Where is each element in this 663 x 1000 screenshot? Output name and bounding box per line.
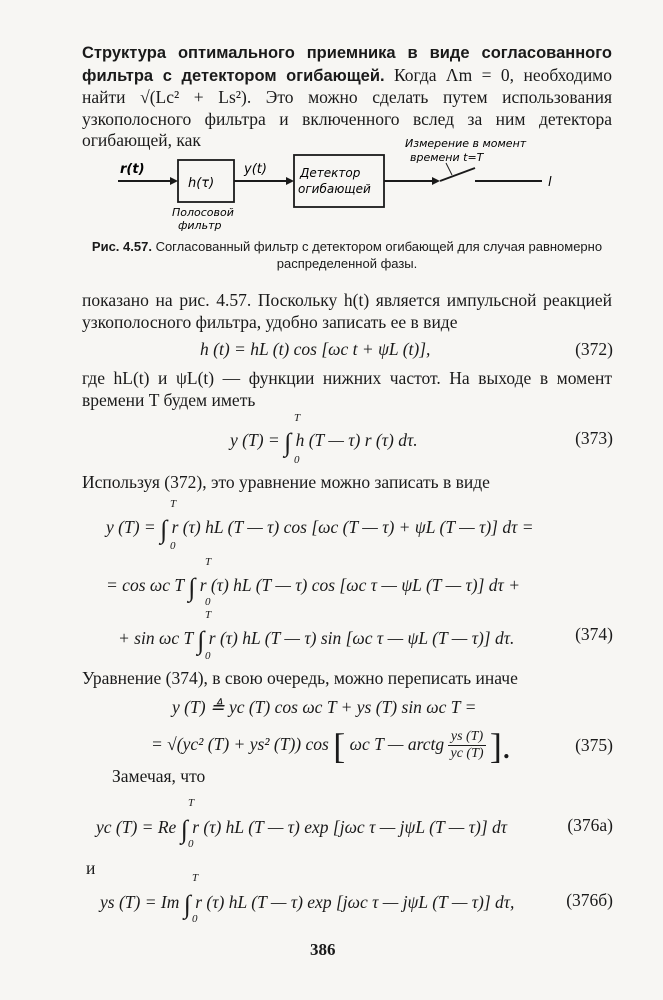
equation-376a bbox=[96, 815, 507, 845]
output-label: l bbox=[548, 175, 552, 190]
equation-372-number: (372) bbox=[575, 339, 613, 359]
figure-caption-text: Согласованный фильтр с детектором огибающей для случая равномерно распределенной фазы. bbox=[155, 239, 603, 271]
integral-sign: ∫ bbox=[197, 626, 205, 655]
figure-caption bbox=[82, 238, 612, 272]
eq374-l1-rhs: r (τ) hL (T — τ) cos [ωc (T — τ) + ψL (T — τ)] dτ = bbox=[171, 517, 534, 537]
eq375-fraction bbox=[448, 729, 485, 762]
filter-caption-1: Полосовой bbox=[172, 206, 234, 219]
input-signal-label: r(t) bbox=[120, 162, 145, 177]
right-bracket: ]. bbox=[489, 726, 511, 766]
detector-label-1: Детектор bbox=[300, 166, 361, 180]
eq373-upper-limit: T bbox=[294, 412, 301, 424]
block-diagram bbox=[110, 135, 570, 235]
paragraph-5: Уравнение (374), в свою очередь, можно переписать иначе bbox=[82, 668, 518, 688]
eq376b-upper: T bbox=[192, 872, 199, 884]
equation-376b-number: (376б) bbox=[566, 890, 613, 910]
conjunction-and: и bbox=[86, 858, 96, 878]
equation-373 bbox=[230, 428, 418, 458]
paragraph-2: показано на рис. 4.57. Поскольку h(t) является импульсной реакцией узкополосного фильтра, удобно записать ее в виде bbox=[82, 290, 612, 332]
equation-374-number: (374) bbox=[575, 624, 613, 644]
eq376a-lhs: yc (T) = Re bbox=[96, 817, 177, 837]
equation-376a-number: (376a) bbox=[567, 815, 613, 835]
detector-label-2: огибающей bbox=[298, 182, 371, 196]
eq375-numerator: ys (T) bbox=[448, 729, 485, 746]
integral-sign: ∫ bbox=[284, 428, 292, 457]
eq375-root: = √(yc² (T) + ys² (T)) cos bbox=[151, 734, 329, 754]
eq376b-lhs: ys (T) = Im bbox=[100, 892, 180, 912]
eq373-rhs: h (T — τ) r (τ) dτ. bbox=[295, 430, 418, 450]
figure-caption-label: Рис. 4.57. bbox=[91, 239, 152, 254]
integral-sign: ∫ bbox=[180, 815, 188, 844]
eq373-lhs: y (T) = bbox=[230, 430, 280, 450]
equation-374-line-3 bbox=[118, 626, 514, 656]
filter-label: h(τ) bbox=[188, 176, 215, 191]
eq374-l2-lhs: = cos ωc T bbox=[106, 575, 184, 595]
page-number: 386 bbox=[310, 940, 336, 959]
sample-note-1: Измерение в момент bbox=[405, 137, 527, 150]
equation-372: h (t) = hL (t) cos [ωc t + ψL (t)], bbox=[200, 339, 431, 359]
integral-sign: ∫ bbox=[183, 890, 191, 919]
eq375-arg: ωc T — arctg bbox=[349, 734, 445, 754]
eq374-l1-lower: 0 bbox=[170, 540, 176, 552]
mid-signal-label: y(t) bbox=[244, 162, 267, 177]
eq374-l3-rhs: r (τ) hL (T — τ) sin [ωc τ — ψL (T — τ)] dτ. bbox=[208, 628, 515, 648]
eq374-l2-lower: 0 bbox=[205, 596, 211, 608]
equation-375-number: (375) bbox=[575, 735, 613, 755]
paragraph-4: Используя (372), это уравнение можно записать в виде bbox=[82, 472, 490, 492]
eq374-l3-lower: 0 bbox=[205, 650, 211, 662]
equation-375-line-1: y (T) ≜ yc (T) cos ωc T + ys (T) sin ωc T = bbox=[172, 697, 477, 717]
equation-376b bbox=[100, 890, 514, 920]
eq376b-rhs: r (τ) hL (T — τ) exp [jωc τ — jψL (T — τ)] dτ, bbox=[195, 892, 515, 912]
eq376a-rhs: r (τ) hL (T — τ) exp [jωc τ — jψL (T — τ)] dτ bbox=[192, 817, 508, 837]
eq374-l1-lhs: y (T) = bbox=[106, 517, 156, 537]
eq374-l2-upper: T bbox=[205, 556, 212, 568]
eq373-lower-limit: 0 bbox=[294, 454, 300, 466]
paragraph-6: Замечая, что bbox=[112, 766, 206, 786]
equation-375-line-2 bbox=[151, 725, 511, 767]
filter-caption-2: фильтр bbox=[178, 219, 222, 232]
section-heading: Структура оптимального приемника в виде согласованного фильтра с детектором огибающей. bbox=[82, 44, 612, 85]
paragraph-3: где hL(t) и ψL(t) — функции нижних частот. На выходе в момент времени T будем иметь bbox=[82, 368, 612, 410]
eq374-l3-upper: T bbox=[205, 609, 212, 621]
eq374-l2-rhs: r (τ) hL (T — τ) cos [ωc τ — ψL (T — τ)] dτ + bbox=[199, 575, 521, 595]
detector-block bbox=[294, 155, 384, 207]
sample-note-2: времени t=T bbox=[410, 151, 484, 164]
eq374-l3-lhs: + sin ωc T bbox=[118, 628, 193, 648]
eq376a-upper: T bbox=[188, 797, 195, 809]
equation-374-line-2 bbox=[106, 573, 520, 603]
integral-sign: ∫ bbox=[188, 573, 196, 602]
eq376a-lower: 0 bbox=[188, 838, 194, 850]
equation-373-number: (373) bbox=[575, 428, 613, 448]
eq374-l1-upper: T bbox=[170, 498, 177, 510]
intro-text: Когда Λm = 0, необходимо найти √(Lc² + Ls²). Это можно сделать путем использования узкополосного фильтра и включенного вслед за ним детектора огибающей, как bbox=[82, 64, 613, 150]
sampling-switch bbox=[440, 168, 475, 181]
eq375-denominator: yc (T) bbox=[450, 746, 484, 762]
left-bracket: [ bbox=[333, 726, 346, 766]
integral-sign: ∫ bbox=[160, 515, 168, 544]
eq376b-lower: 0 bbox=[192, 913, 198, 925]
